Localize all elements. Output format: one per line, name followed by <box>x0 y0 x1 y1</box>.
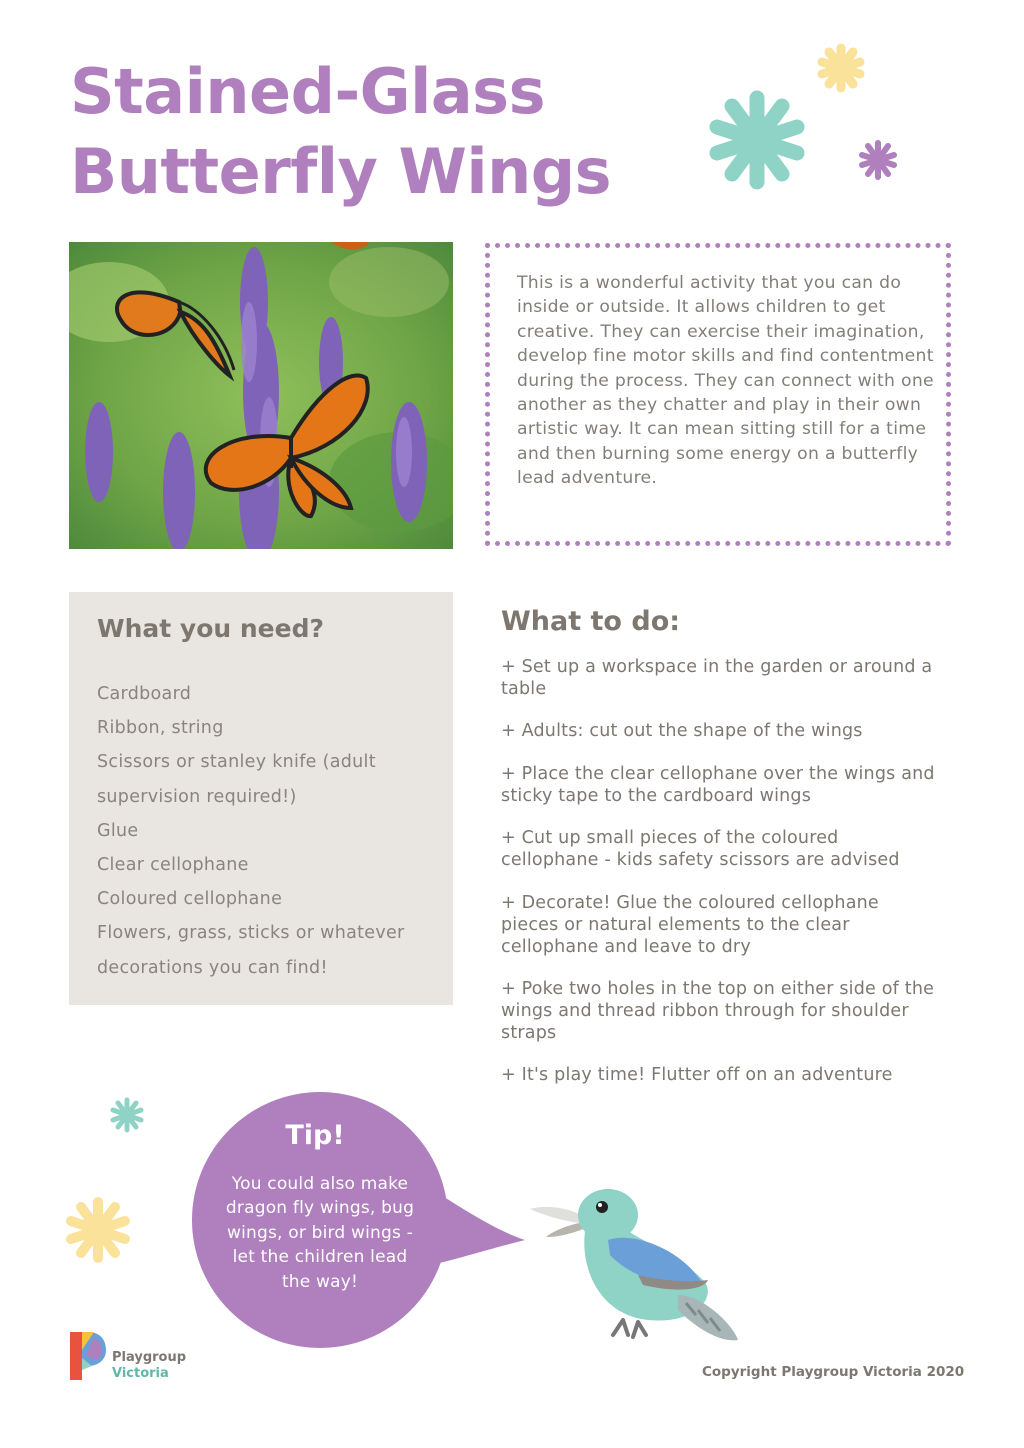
purple-sparkle-icon <box>862 143 894 177</box>
decorative-sparkles <box>700 40 920 200</box>
steps-heading: What to do: <box>501 606 681 637</box>
logo-line-2: Victoria <box>112 1366 169 1381</box>
list-item: Scissors or stanley knife (adult supervision required!) <box>97 752 376 807</box>
yellow-sparkle-icon <box>822 48 860 88</box>
copyright-notice: Copyright Playgroup Victoria 2020 <box>702 1364 965 1380</box>
step-item: + Set up a workspace in the garden or around a table <box>501 657 933 699</box>
logo-text <box>112 1350 186 1382</box>
step-item: + Poke two holes in the top on either side of the wings and thread ribbon through for shoulder straps <box>501 979 935 1043</box>
list-item: Clear cellophane <box>97 855 249 876</box>
mint-sparkle-icon <box>113 1100 141 1130</box>
list-item: Coloured cellophane <box>97 889 283 910</box>
mint-sparkle-icon <box>717 98 797 182</box>
materials-list <box>97 677 442 985</box>
tip-text: You could also make dragon fly wings, bug wings, or bird wings - let the children lead the way! <box>225 1174 415 1292</box>
logo-line-1: Playgroup <box>112 1350 187 1365</box>
step-item: + It's play time! Flutter off on an adventure <box>501 1065 893 1085</box>
step-item: + Cut up small pieces of the coloured cellophane - kids safety scissors are advised <box>501 828 900 870</box>
decorative-sparkles-left <box>60 1090 150 1270</box>
list-item: Cardboard <box>97 684 192 704</box>
title-line-1: Stained-Glass <box>70 55 545 128</box>
step-item: + Place the clear cellophane over the wings and sticky tape to the cardboard wings <box>501 764 935 806</box>
yellow-sparkle-icon <box>71 1202 125 1258</box>
butterfly-photo <box>69 242 453 549</box>
kingfisher-bird-illustration <box>528 1185 748 1345</box>
title-line-2: Butterfly Wings <box>70 135 612 208</box>
step-item: + Decorate! Glue the coloured cellophane pieces or natural elements to the clear cellophane and leave to dry <box>501 893 879 957</box>
page-title <box>70 52 611 212</box>
list-item: Ribbon, string <box>97 718 224 739</box>
list-item: Flowers, grass, sticks or whatever decorations you can find! <box>97 923 405 978</box>
list-item: Glue <box>97 820 139 841</box>
intro-paragraph: This is a wonderful activity that you can do inside or outside. It allows children to get creative. They can exercise their imagination, develop fine motor skills and find contentment during the process. They can connect with one another as they chatter and play in their own artistic way. It can mean sitting still for a time and then burning some energy on a butterfly lead adventure. <box>517 273 934 489</box>
tip-title: Tip! <box>285 1120 345 1151</box>
step-item: + Adults: cut out the shape of the wings <box>501 721 863 741</box>
materials-heading: What you need? <box>97 614 324 643</box>
playgroup-logo-icon <box>68 1330 108 1382</box>
